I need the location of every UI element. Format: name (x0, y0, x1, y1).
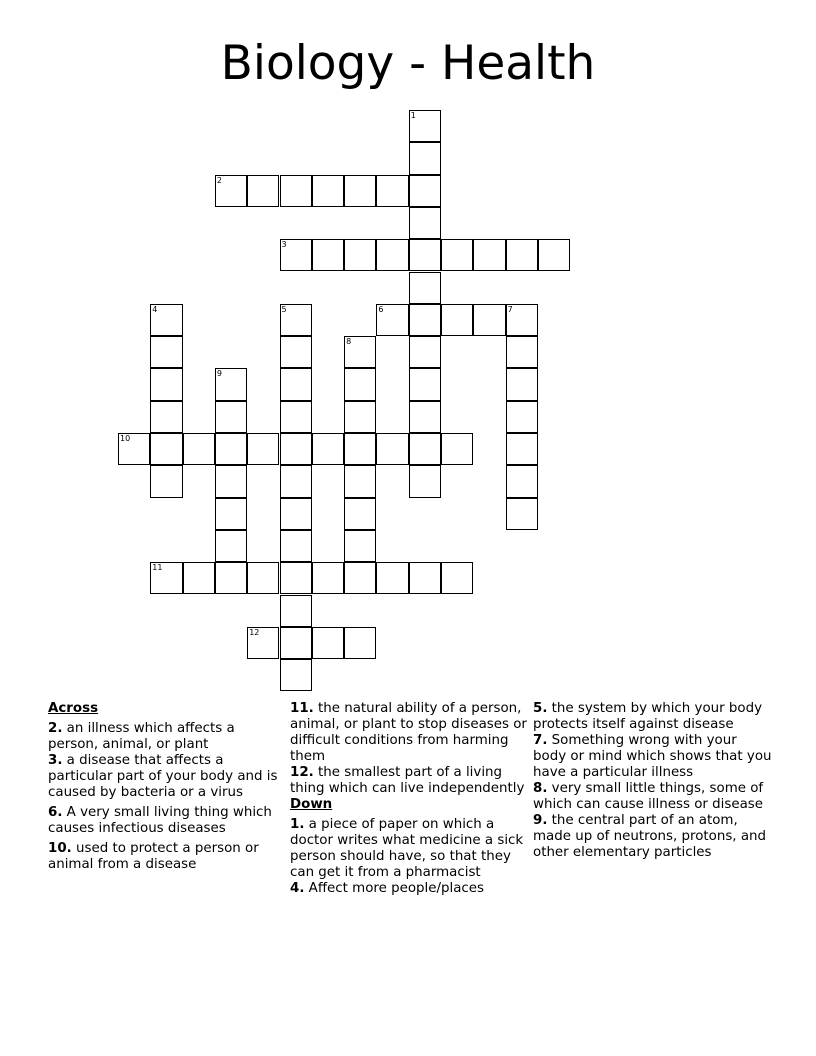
grid-cell[interactable] (280, 175, 312, 207)
grid-cell[interactable] (150, 368, 182, 400)
grid-cell[interactable] (312, 562, 344, 594)
grid-cell[interactable] (409, 336, 441, 368)
grid-cell[interactable] (344, 465, 376, 497)
clue-number: 11 (152, 563, 163, 573)
across-clue: 11. the natural ability of a person, animal, or plant to stop diseases or difficult conditions from harming them (290, 701, 527, 764)
grid-cell[interactable] (280, 336, 312, 368)
grid-cell[interactable] (409, 433, 441, 465)
grid-cell[interactable] (473, 239, 505, 271)
grid-cell[interactable] (150, 562, 182, 594)
grid-cell[interactable] (409, 272, 441, 304)
grid-cell[interactable] (409, 142, 441, 174)
grid-cell[interactable] (280, 465, 312, 497)
across-clue: 12. the smallest part of a living thing which can live independently (290, 765, 525, 796)
grid-cell[interactable] (150, 433, 182, 465)
grid-cell[interactable] (183, 433, 215, 465)
across-heading: Across (48, 701, 99, 716)
grid-cell[interactable] (150, 336, 182, 368)
down-heading: Down (290, 797, 333, 812)
grid-cell[interactable] (376, 175, 408, 207)
grid-cell[interactable] (150, 401, 182, 433)
clue-number: 2 (216, 175, 222, 185)
down-clue: 8. very small little things, some of which can cause illness or disease (533, 781, 764, 812)
grid-cell[interactable] (409, 239, 441, 271)
page-title: Biology - Health (220, 36, 596, 91)
grid-cell[interactable] (280, 562, 312, 594)
grid-cell[interactable] (280, 368, 312, 400)
grid-cell[interactable] (344, 627, 376, 659)
grid-cell[interactable] (409, 368, 441, 400)
grid-cell[interactable] (344, 401, 376, 433)
grid-cell[interactable] (441, 433, 473, 465)
grid-cell[interactable] (280, 433, 312, 465)
clue-number: 4 (152, 304, 158, 314)
across-clue: 3. a disease that affects a particular part of your body and is caused by bacteria or a virus (48, 753, 278, 800)
clue-number: 10 (120, 434, 131, 443)
grid-cell[interactable] (183, 562, 215, 594)
grid-cell[interactable] (280, 530, 312, 562)
grid-cell[interactable] (344, 433, 376, 465)
grid-cell[interactable] (409, 401, 441, 433)
clue-number: 3 (281, 240, 287, 250)
grid-cell[interactable] (344, 530, 376, 562)
grid-cell[interactable] (506, 336, 538, 368)
grid-cell[interactable] (409, 562, 441, 594)
grid-cell[interactable] (376, 304, 408, 336)
grid-cell[interactable] (215, 433, 247, 465)
grid-cell[interactable] (215, 465, 247, 497)
grid-cell[interactable] (441, 304, 473, 336)
grid-cell[interactable] (409, 465, 441, 497)
grid-cell[interactable] (409, 110, 441, 142)
clues-column-2 (290, 701, 528, 897)
grid-cell[interactable] (441, 239, 473, 271)
grid-cell[interactable] (376, 433, 408, 465)
clues-column-1 (48, 701, 283, 873)
down-clue: 5. the system by which your body protects itself against disease (533, 701, 762, 732)
clue-number: 1 (410, 111, 416, 120)
grid-cell[interactable] (215, 401, 247, 433)
grid-cell[interactable] (409, 175, 441, 207)
clue-number: 9 (216, 369, 222, 379)
grid-cell[interactable] (344, 498, 376, 530)
grid-cell[interactable] (344, 175, 376, 207)
across-clue: 2. an illness which affects a person, animal, or plant (48, 721, 235, 752)
down-clue: 4. Affect more people/places (290, 881, 485, 896)
clue-number: 12 (249, 627, 260, 637)
grid-cell[interactable] (376, 562, 408, 594)
grid-cell[interactable] (280, 498, 312, 530)
grid-cell[interactable] (506, 498, 538, 530)
clues-column-3 (533, 701, 773, 861)
grid-cell[interactable] (344, 368, 376, 400)
grid-cell[interactable] (280, 659, 312, 691)
across-clue: 6. A very small living thing which causes infectious diseases (48, 805, 272, 836)
grid-cell[interactable] (247, 175, 279, 207)
grid-cell[interactable] (506, 465, 538, 497)
grid-cell[interactable] (312, 433, 344, 465)
grid-cell[interactable] (538, 239, 570, 271)
down-clue: 9. the central part of an atom, made up of neutrons, protons, and other elementary particles (533, 813, 767, 860)
grid-cell[interactable] (312, 239, 344, 271)
grid-cell[interactable] (280, 401, 312, 433)
grid-cell[interactable] (247, 433, 279, 465)
grid-cell[interactable] (150, 465, 182, 497)
clue-number: 7 (507, 304, 513, 314)
grid-cell[interactable] (409, 207, 441, 239)
grid-cell[interactable] (344, 239, 376, 271)
grid-cell[interactable] (247, 627, 279, 659)
grid-cell[interactable] (215, 562, 247, 594)
grid-cell[interactable] (150, 304, 182, 336)
grid-cell[interactable] (409, 304, 441, 336)
down-clue: 1. a piece of paper on which a doctor writes what medicine a sick person should have, so that they can get it from a pharmacist (290, 817, 524, 880)
grid-cell[interactable] (215, 498, 247, 530)
grid-cell[interactable] (312, 627, 344, 659)
grid-cell[interactable] (506, 401, 538, 433)
grid-cell[interactable] (280, 595, 312, 627)
grid-cell[interactable] (247, 562, 279, 594)
grid-cell[interactable] (215, 175, 247, 207)
clue-number: 8 (346, 337, 352, 347)
grid-cell[interactable] (506, 239, 538, 271)
grid-cell[interactable] (312, 175, 344, 207)
grid-cell[interactable] (506, 433, 538, 465)
across-clue: 10. used to protect a person or animal from a disease (48, 841, 259, 872)
grid-cell[interactable] (441, 562, 473, 594)
grid-cell[interactable] (506, 304, 538, 336)
grid-cell[interactable] (344, 562, 376, 594)
down-clue: 7. Something wrong with your body or mind which shows that you have a particular illness (533, 733, 772, 780)
grid-cell[interactable] (376, 239, 408, 271)
grid-cell[interactable] (280, 239, 312, 271)
grid-cell[interactable] (344, 336, 376, 368)
grid-cell[interactable] (473, 304, 505, 336)
clue-number: 6 (378, 304, 384, 314)
clue-number: 5 (281, 304, 287, 314)
grid-cell[interactable] (280, 304, 312, 336)
grid-cell[interactable] (215, 368, 247, 400)
grid-cell[interactable] (280, 627, 312, 659)
grid-cell[interactable] (215, 530, 247, 562)
grid-cell[interactable] (118, 433, 150, 465)
grid-cell[interactable] (506, 368, 538, 400)
